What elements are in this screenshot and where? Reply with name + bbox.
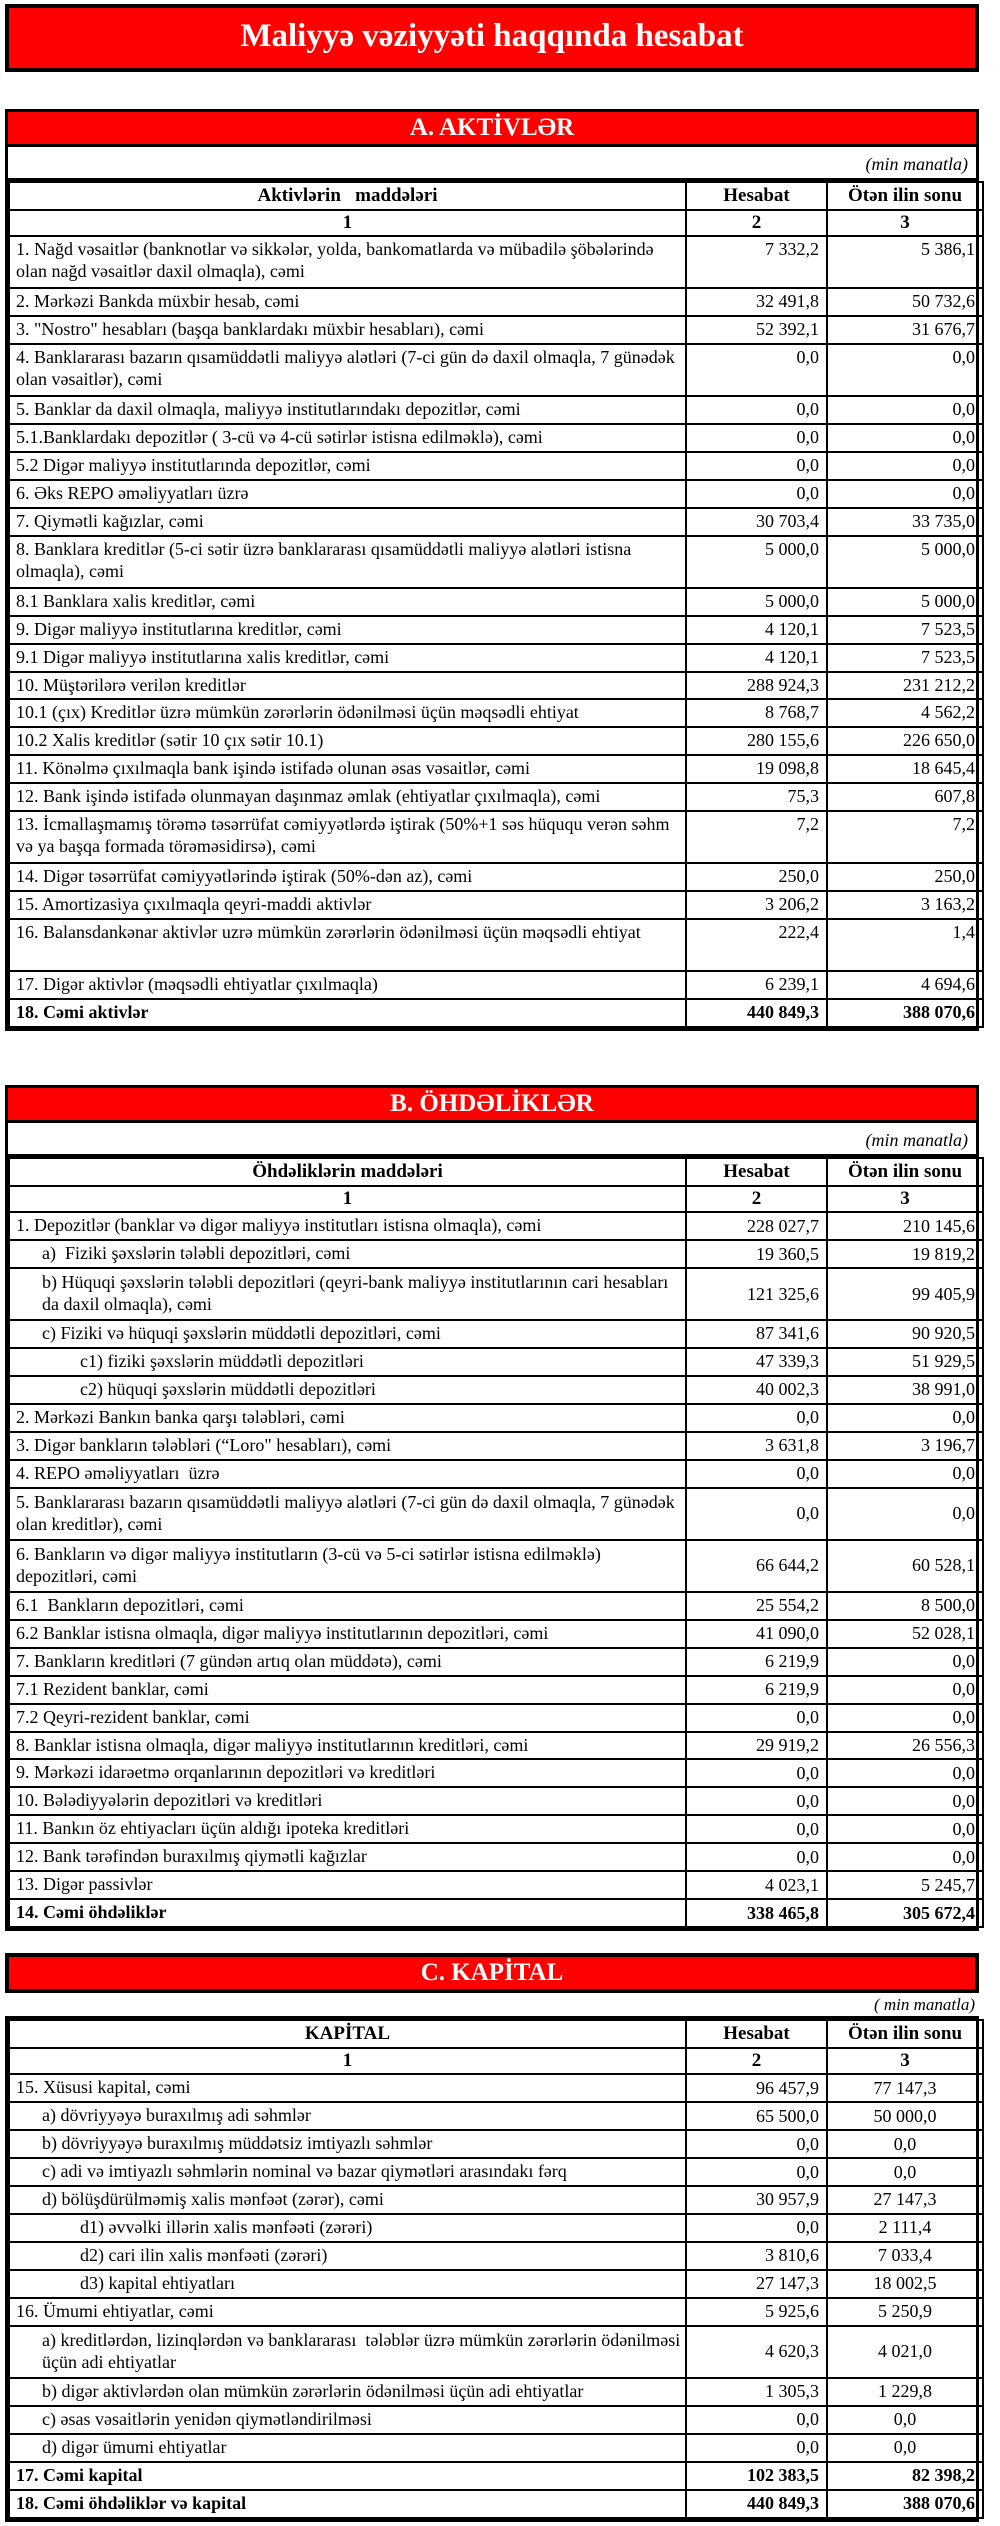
column-number-3: 3 [827,2048,983,2074]
value-oten-ilin-sonu: 60 528,1 [827,1540,983,1592]
value-oten-ilin-sonu: 7 523,5 [827,616,983,644]
column-number-1: 1 [9,2048,686,2074]
row-label: 9. Digər maliyyə institutlarına kreditlər, cəmi [9,616,686,644]
table-row [9,1648,983,1676]
value-hesabat: 19 360,5 [686,1240,827,1268]
row-label: 1. Depozitlər (banklar və digər maliyyə institutları istisna olmaqla), cəmi [9,1212,686,1240]
column-number-2: 2 [686,2048,827,2074]
value-oten-ilin-sonu: 0,0 [827,396,983,424]
value-hesabat: 440 849,3 [686,999,827,1027]
table-row [9,480,983,508]
value-hesabat: 6 239,1 [686,971,827,999]
row-label: 13. İcmallaşmamış törəmə təsərrüfat cəmiyyətlərdə iştirak (50%+1 səs hüququ verən səhm və ya başqa formada törəməsidirsə), cəmi [9,811,686,863]
table-row [9,2490,983,2518]
row-label: a) dövriyyəyə buraxılmış adi səhmlər [9,2102,686,2130]
value-hesabat: 288 924,3 [686,672,827,700]
table-row [9,1404,983,1432]
value-hesabat: 19 098,8 [686,755,827,783]
table-row [9,1460,983,1488]
liabilities-header-row [9,1158,983,1186]
table-row [9,1212,983,1240]
table-row [9,1704,983,1732]
value-oten-ilin-sonu: 388 070,6 [827,999,983,1027]
row-label: 2. Mərkəzi Bankın banka qarşı tələbləri, cəmi [9,1404,686,1432]
assets-header-row [9,182,983,210]
value-oten-ilin-sonu: 0,0 [827,1843,983,1871]
value-hesabat: 52 392,1 [686,316,827,344]
value-hesabat: 5 000,0 [686,536,827,588]
value-oten-ilin-sonu: 231 212,2 [827,672,983,700]
section-a-heading: A. AKTİVLƏR [8,112,976,147]
value-oten-ilin-sonu: 5 386,1 [827,236,983,288]
row-label: d2) cari ilin xalis mənfəəti (zərəri) [9,2242,686,2270]
row-label: 5.2 Digər maliyyə institutlarında depozitlər, cəmi [9,452,686,480]
table-row [9,1787,983,1815]
value-oten-ilin-sonu: 51 929,5 [827,1348,983,1376]
value-hesabat: 6 219,9 [686,1676,827,1704]
value-hesabat: 3 810,6 [686,2242,827,2270]
row-label: 7.1 Rezident banklar, cəmi [9,1676,686,1704]
value-hesabat: 0,0 [686,1488,827,1540]
table-row [9,2326,983,2378]
column-header-hesabat: Hesabat [686,2020,827,2048]
table-row [9,999,983,1027]
section-a-units-note: (min manatla) [8,147,976,181]
section-c-units-note: ( min manatla) [873,1995,975,2015]
value-hesabat: 41 090,0 [686,1620,827,1648]
value-hesabat: 40 002,3 [686,1376,827,1404]
row-label: c) Fiziki və hüquqi şəxslərin müddətli depozitləri, cəmi [9,1320,686,1348]
value-oten-ilin-sonu: 0,0 [827,480,983,508]
value-hesabat: 0,0 [686,2158,827,2186]
value-hesabat: 4 120,1 [686,644,827,672]
row-label: b) digər aktivlərdən olan mümkün zərərlərin ödənilməsi üçün adi ehtiyatlar [9,2378,686,2406]
table-row [9,344,983,396]
value-oten-ilin-sonu: 0,0 [827,1460,983,1488]
row-label: 7. Qiymətli kağızlar, cəmi [9,508,686,536]
value-hesabat: 0,0 [686,1404,827,1432]
table-row [9,2270,983,2298]
report-title: Maliyyə vəziyyəti haqqında hesabat [240,18,744,54]
row-label: 4. Banklararası bazarın qısamüddətli maliyyə alətləri (7-ci gün də daxil olmaqla, 7 günədək olan vəsaitlər), cəmi [9,344,686,396]
value-oten-ilin-sonu: 90 920,5 [827,1320,983,1348]
table-row [9,2158,983,2186]
value-hesabat: 29 919,2 [686,1732,827,1760]
value-hesabat: 8 768,7 [686,699,827,727]
table-row [9,2214,983,2242]
value-oten-ilin-sonu: 82 398,2 [827,2462,983,2490]
table-row [9,424,983,452]
value-hesabat: 6 219,9 [686,1648,827,1676]
row-label: d) digər ümumi ehtiyatlar [9,2434,686,2462]
row-label: 6. Bankların və digər maliyyə institutların (3-cü və 5-ci sətirlər istisna edilməklə) depozitləri, cəmi [9,1540,686,1592]
row-label: 15. Xüsusi kapital, cəmi [9,2074,686,2102]
row-label: a) Fiziki şəxslərin tələbli depozitləri, cəmi [9,1240,686,1268]
row-label: b) Hüquqi şəxslərin tələbli depozitləri (qeyri-bank maliyyə institutlarının cari hesabları da daxil olmaqla), cəmi [9,1268,686,1320]
value-hesabat: 0,0 [686,1787,827,1815]
value-oten-ilin-sonu: 0,0 [827,1404,983,1432]
column-number-1: 1 [9,1186,686,1212]
row-label: a) kreditlərdən, lizinqlərdən və banklararası tələblər üzrə mümkün zərərlərin ödənilməsi üçün adi ehtiyatlar [9,2326,686,2378]
value-hesabat: 0,0 [686,1843,827,1871]
value-oten-ilin-sonu: 26 556,3 [827,1732,983,1760]
value-oten-ilin-sonu: 0,0 [827,1759,983,1787]
row-label: 16. Balansdankənar aktivlər uzrə mümkün zərərlərin ödənilməsi üçün məqsədli ehtiyat [9,919,686,971]
row-label: 14. Digər təsərrüfat cəmiyyətlərində iştirak (50%-dən az), cəmi [9,863,686,891]
value-hesabat: 27 147,3 [686,2270,827,2298]
capital-colnum-row [9,2048,983,2074]
row-label: c2) hüquqi şəxslərin müddətli depozitləri [9,1376,686,1404]
table-row [9,2242,983,2270]
column-header-kapital: KAPİTAL [9,2020,686,2048]
row-label: 6.2 Banklar istisna olmaqla, digər maliyyə institutlarının depozitləri, cəmi [9,1620,686,1648]
value-oten-ilin-sonu: 18 645,4 [827,755,983,783]
value-hesabat: 250,0 [686,863,827,891]
value-oten-ilin-sonu: 3 163,2 [827,891,983,919]
value-oten-ilin-sonu: 607,8 [827,783,983,811]
value-oten-ilin-sonu: 5 000,0 [827,588,983,616]
row-label: 17. Digər aktivlər (məqsədli ehtiyatlar çıxılmaqla) [9,971,686,999]
table-row [9,919,983,971]
value-hesabat: 338 465,8 [686,1899,827,1927]
table-row [9,644,983,672]
value-oten-ilin-sonu: 27 147,3 [827,2186,983,2214]
value-oten-ilin-sonu: 99 405,9 [827,1268,983,1320]
row-label: 12. Bank işində istifadə olunmayan daşınmaz əmlak (ehtiyatlar çıxılmaqla), cəmi [9,783,686,811]
table-row [9,755,983,783]
table-row [9,508,983,536]
report-title-banner [5,4,979,72]
section-liabilities [5,1085,979,1931]
value-oten-ilin-sonu: 18 002,5 [827,2270,983,2298]
row-label: 11. Könəlmə çıxılmaqla bank işində istifadə olunan əsas vəsaitlər, cəmi [9,755,686,783]
value-oten-ilin-sonu: 305 672,4 [827,1899,983,1927]
table-row [9,1592,983,1620]
row-label: 10. Bələdiyyələrin depozitləri və kreditləri [9,1787,686,1815]
capital-header-row [9,2020,983,2048]
row-label: 6.1 Bankların depozitləri, cəmi [9,1592,686,1620]
row-label: 13. Digər passivlər [9,1871,686,1899]
value-hesabat: 75,3 [686,783,827,811]
value-hesabat: 0,0 [686,2434,827,2462]
table-row [9,1843,983,1871]
value-oten-ilin-sonu: 50 000,0 [827,2102,983,2130]
capital-table [8,2019,984,2518]
value-oten-ilin-sonu: 31 676,7 [827,316,983,344]
value-oten-ilin-sonu: 8 500,0 [827,1592,983,1620]
column-number-1: 1 [9,210,686,236]
value-hesabat: 0,0 [686,480,827,508]
table-row [9,727,983,755]
column-header-hesabat: Hesabat [686,1158,827,1186]
table-row [9,1676,983,1704]
row-label: 16. Ümumi ehtiyatlar, cəmi [9,2298,686,2326]
value-hesabat: 30 703,4 [686,508,827,536]
table-row [9,1432,983,1460]
table-row [9,2186,983,2214]
value-hesabat: 25 554,2 [686,1592,827,1620]
value-oten-ilin-sonu: 1 229,8 [827,2378,983,2406]
value-hesabat: 65 500,0 [686,2102,827,2130]
row-label: 7.2 Qeyri-rezident banklar, cəmi [9,1704,686,1732]
value-oten-ilin-sonu: 0,0 [827,1488,983,1540]
value-oten-ilin-sonu: 0,0 [827,1815,983,1843]
table-row [9,1376,983,1404]
table-row [9,2298,983,2326]
value-oten-ilin-sonu: 52 028,1 [827,1620,983,1648]
value-oten-ilin-sonu: 4 562,2 [827,699,983,727]
capital-table-block [5,2016,979,2521]
value-oten-ilin-sonu: 5 000,0 [827,536,983,588]
table-row [9,616,983,644]
table-row [9,1540,983,1592]
value-oten-ilin-sonu: 250,0 [827,863,983,891]
row-label: 1. Nağd vəsaitlər (banknotlar və sikkələr, yolda, bankomatlarda və mübadilə şöbələrində olan nağd vəsaitlər daxil olmaqla), cəmi [9,236,686,288]
table-row [9,783,983,811]
value-hesabat: 1 305,3 [686,2378,827,2406]
table-row [9,2130,983,2158]
table-row [9,1899,983,1927]
section-b-units-note: (min manatla) [8,1123,976,1157]
value-oten-ilin-sonu: 38 991,0 [827,1376,983,1404]
value-hesabat: 5 000,0 [686,588,827,616]
value-hesabat: 4 023,1 [686,1871,827,1899]
value-oten-ilin-sonu: 0,0 [827,1787,983,1815]
value-hesabat: 222,4 [686,919,827,971]
value-oten-ilin-sonu: 0,0 [827,1676,983,1704]
table-row [9,1320,983,1348]
table-row [9,971,983,999]
value-hesabat: 7 332,2 [686,236,827,288]
table-row [9,1240,983,1268]
column-number-2: 2 [686,210,827,236]
row-label: 5.1.Banklardakı depozitlər ( 3-cü və 4-cü sətirlər istisna edilməklə), cəmi [9,424,686,452]
row-label: 11. Bankın öz ehtiyacları üçün aldığı ipoteka kreditləri [9,1815,686,1843]
row-label: 3. Digər bankların tələbləri (“Loro" hesabları), cəmi [9,1432,686,1460]
table-row [9,1871,983,1899]
table-row [9,699,983,727]
value-hesabat: 0,0 [686,396,827,424]
value-oten-ilin-sonu: 2 111,4 [827,2214,983,2242]
value-hesabat: 0,0 [686,2214,827,2242]
table-row [9,452,983,480]
value-oten-ilin-sonu: 50 732,6 [827,288,983,316]
row-label: c1) fiziki şəxslərin müddətli depozitləri [9,1348,686,1376]
value-oten-ilin-sonu: 0,0 [827,2434,983,2462]
row-label: c) adi və imtiyazlı səhmlərin nominal və bazar qiymətləri arasındakı fərq [9,2158,686,2186]
value-oten-ilin-sonu: 0,0 [827,1704,983,1732]
table-row [9,811,983,863]
row-label: d1) əvvəlki illərin xalis mənfəəti (zərəri) [9,2214,686,2242]
table-row [9,891,983,919]
value-hesabat: 0,0 [686,344,827,396]
row-label: d) bölüşdürülməmiş xalis mənfəət (zərər), cəmi [9,2186,686,2214]
value-hesabat: 0,0 [686,452,827,480]
assets-table [8,181,984,1028]
row-label: 8. Banklar istisna olmaqla, digər maliyyə institutlarının kreditləri, cəmi [9,1732,686,1760]
value-hesabat: 30 957,9 [686,2186,827,2214]
value-hesabat: 102 383,5 [686,2462,827,2490]
value-oten-ilin-sonu: 0,0 [827,2406,983,2434]
row-label: 14. Cəmi öhdəliklər [9,1899,686,1927]
value-hesabat: 0,0 [686,2130,827,2158]
column-header-items: Öhdəliklərin maddələri [9,1158,686,1186]
column-number-2: 2 [686,1186,827,1212]
table-row [9,863,983,891]
assets-table-body [9,236,983,1027]
value-hesabat: 0,0 [686,424,827,452]
capital-table-body [9,2074,983,2517]
value-oten-ilin-sonu: 19 819,2 [827,1240,983,1268]
value-hesabat: 4 120,1 [686,616,827,644]
value-hesabat: 280 155,6 [686,727,827,755]
row-label: 18. Cəmi öhdəliklər və kapital [9,2490,686,2518]
table-row [9,2378,983,2406]
value-oten-ilin-sonu: 5 250,9 [827,2298,983,2326]
value-oten-ilin-sonu: 0,0 [827,1648,983,1676]
table-row [9,2406,983,2434]
section-assets [5,109,979,1031]
table-row [9,2462,983,2490]
table-row [9,316,983,344]
column-header-oten-ilin-sonu: Ötən ilin sonu [827,182,983,210]
value-hesabat: 5 925,6 [686,2298,827,2326]
column-header-hesabat: Hesabat [686,182,827,210]
table-row [9,2434,983,2462]
value-oten-ilin-sonu: 0,0 [827,2158,983,2186]
column-header-oten-ilin-sonu: Ötən ilin sonu [827,2020,983,2048]
value-oten-ilin-sonu: 4 694,6 [827,971,983,999]
value-hesabat: 0,0 [686,2406,827,2434]
section-c-heading: C. KAPİTAL [5,1953,979,1993]
table-row [9,396,983,424]
row-label: 4. REPO əməliyyatları üzrə [9,1460,686,1488]
value-oten-ilin-sonu: 0,0 [827,452,983,480]
value-hesabat: 47 339,3 [686,1348,827,1376]
value-oten-ilin-sonu: 0,0 [827,2130,983,2158]
table-row [9,672,983,700]
column-number-3: 3 [827,1186,983,1212]
row-label: 8. Banklara kreditlər (5-ci sətir üzrə banklararası qısamüddətli maliyyə alətləri istisna olmaqla), cəmi [9,536,686,588]
value-oten-ilin-sonu: 33 735,0 [827,508,983,536]
row-label: 9.1 Digər maliyyə institutlarına xalis kreditlər, cəmi [9,644,686,672]
table-row [9,1759,983,1787]
table-row [9,588,983,616]
table-row [9,1815,983,1843]
table-row [9,236,983,288]
row-label: 15. Amortizasiya çıxılmaqla qeyri-maddi aktivlər [9,891,686,919]
value-hesabat: 121 325,6 [686,1268,827,1320]
value-hesabat: 0,0 [686,1460,827,1488]
table-row [9,288,983,316]
value-oten-ilin-sonu: 1,4 [827,919,983,971]
liabilities-colnum-row [9,1186,983,1212]
row-label: 9. Mərkəzi idarəetmə orqanlarının depozitləri və kreditləri [9,1759,686,1787]
assets-colnum-row [9,210,983,236]
value-hesabat: 0,0 [686,1815,827,1843]
value-hesabat: 7,2 [686,811,827,863]
value-hesabat: 440 849,3 [686,2490,827,2518]
value-hesabat: 4 620,3 [686,2326,827,2378]
value-oten-ilin-sonu: 77 147,3 [827,2074,983,2102]
value-hesabat: 87 341,6 [686,1320,827,1348]
row-label: 5. Banklararası bazarın qısamüddətli maliyyə alətləri (7-ci gün də daxil olmaqla, 7 günədək olan kreditlər), cəmi [9,1488,686,1540]
value-hesabat: 96 457,9 [686,2074,827,2102]
liabilities-table-body [9,1212,983,1927]
row-label: 18. Cəmi aktivlər [9,999,686,1027]
value-hesabat: 0,0 [686,1704,827,1732]
value-oten-ilin-sonu: 0,0 [827,344,983,396]
value-oten-ilin-sonu: 5 245,7 [827,1871,983,1899]
table-row [9,1620,983,1648]
row-label: 6. Əks REPO əməliyyatları üzrə [9,480,686,508]
value-hesabat: 32 491,8 [686,288,827,316]
value-oten-ilin-sonu: 4 021,0 [827,2326,983,2378]
row-label: 10.1 (çıx) Kreditlər üzrə mümkün zərərlərin ödənilməsi üçün məqsədli ehtiyat [9,699,686,727]
column-header-oten-ilin-sonu: Ötən ilin sonu [827,1158,983,1186]
value-oten-ilin-sonu: 0,0 [827,424,983,452]
table-row [9,536,983,588]
table-row [9,2102,983,2130]
row-label: 17. Cəmi kapital [9,2462,686,2490]
column-number-3: 3 [827,210,983,236]
row-label: 3. "Nostro" hesabları (başqa banklardakı müxbir hesabları), cəmi [9,316,686,344]
liabilities-table [8,1157,984,1928]
row-label: 5. Banklar da daxil olmaqla, maliyyə institutlarındakı depozitlər, cəmi [9,396,686,424]
table-row [9,1488,983,1540]
section-b-heading: B. ÖHDƏLİKLƏR [8,1088,976,1123]
value-hesabat: 228 027,7 [686,1212,827,1240]
value-oten-ilin-sonu: 3 196,7 [827,1432,983,1460]
value-oten-ilin-sonu: 210 145,6 [827,1212,983,1240]
table-row [9,2074,983,2102]
column-header-items: Aktivlərin maddələri [9,182,686,210]
value-oten-ilin-sonu: 7 033,4 [827,2242,983,2270]
value-oten-ilin-sonu: 388 070,6 [827,2490,983,2518]
value-hesabat: 66 644,2 [686,1540,827,1592]
row-label: 10.2 Xalis kreditlər (sətir 10 çıx sətir 10.1) [9,727,686,755]
row-label: d3) kapital ehtiyatları [9,2270,686,2298]
row-label: 8.1 Banklara xalis kreditlər, cəmi [9,588,686,616]
row-label: 12. Bank tərəfindən buraxılmış qiymətli kağızlar [9,1843,686,1871]
table-row [9,1732,983,1760]
value-oten-ilin-sonu: 7,2 [827,811,983,863]
value-hesabat: 0,0 [686,1759,827,1787]
row-label: c) əsas vəsaitlərin yenidən qiymətləndirilməsi [9,2406,686,2434]
value-oten-ilin-sonu: 226 650,0 [827,727,983,755]
section-capital [5,1953,979,2521]
row-label: 2. Mərkəzi Bankda müxbir hesab, cəmi [9,288,686,316]
value-hesabat: 3 631,8 [686,1432,827,1460]
row-label: 7. Bankların kreditləri (7 gündən artıq olan müddətə), cəmi [9,1648,686,1676]
table-row [9,1268,983,1320]
value-oten-ilin-sonu: 7 523,5 [827,644,983,672]
table-row [9,1348,983,1376]
row-label: 10. Müştərilərə verilən kreditlər [9,672,686,700]
row-label: b) dövriyyəyə buraxılmış müddətsiz imtiyazlı səhmlər [9,2130,686,2158]
value-hesabat: 3 206,2 [686,891,827,919]
